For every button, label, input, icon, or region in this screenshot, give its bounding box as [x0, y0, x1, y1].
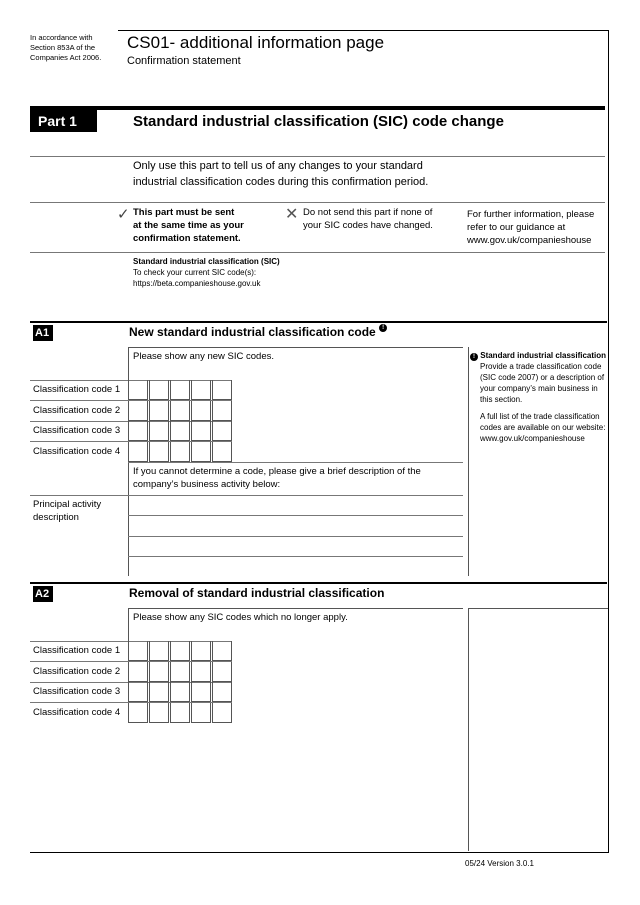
divider: [128, 536, 463, 537]
divider: [128, 515, 463, 516]
a1-instruction: Please show any new SIC codes.: [133, 351, 274, 362]
info-icon: !: [470, 353, 478, 361]
part1-rule: [30, 106, 605, 110]
a1-box-right: [468, 347, 469, 576]
digit-box[interactable]: [149, 662, 169, 682]
digit-box[interactable]: [191, 401, 211, 421]
a1-code-label-2: Classification code 2: [33, 405, 121, 416]
digit-box[interactable]: [128, 662, 148, 682]
a2-sidebar-top: [468, 608, 608, 609]
a1-title: [129, 324, 387, 340]
a1-code-label-4: Classification code 4: [33, 446, 121, 457]
digit-box[interactable]: [128, 641, 148, 661]
a2-box-right: [468, 608, 469, 851]
digit-box[interactable]: [149, 401, 169, 421]
frame-bottom: [30, 852, 609, 853]
digit-box[interactable]: [191, 703, 211, 723]
digit-box[interactable]: [128, 682, 148, 702]
digit-box[interactable]: [212, 401, 232, 421]
digit-box[interactable]: [212, 662, 232, 682]
digit-box[interactable]: [191, 380, 211, 400]
sidebar-title: [470, 350, 608, 361]
digit-box[interactable]: [128, 703, 148, 723]
legal-note-line: Companies Act 2006.: [30, 53, 102, 62]
digit-box[interactable]: [128, 401, 148, 421]
check-icon: ✓: [117, 206, 130, 223]
cross-icon: ✕: [285, 206, 299, 223]
intro-line: industrial classification codes during this confirmation period.: [133, 176, 429, 188]
sidebar-line: (SIC code 2007) or a description of: [480, 373, 605, 382]
cannot-determine-line: company’s business activity below:: [133, 479, 281, 490]
a2-box-left: [128, 608, 129, 641]
info-icon: !: [379, 324, 387, 332]
dont-note-line: Do not send this part if none of: [303, 207, 433, 218]
do-note-line: at the same time as your: [133, 220, 244, 231]
version-footer: 05/24 Version 3.0.1: [465, 859, 534, 868]
legal-note-line: Section 853A of the: [30, 43, 96, 52]
digit-box[interactable]: [170, 662, 190, 682]
principal-activity-line: Principal activity: [33, 499, 102, 510]
digit-box[interactable]: [128, 380, 148, 400]
frame-top: [118, 30, 609, 31]
sidebar-line: codes are available on our website:: [480, 423, 606, 432]
principal-activity-line: description: [33, 512, 79, 523]
sidebar-line: this section.: [480, 395, 523, 404]
a1-sidebar: [470, 350, 608, 444]
digit-box[interactable]: [128, 421, 148, 441]
digit-box[interactable]: [149, 421, 169, 441]
digit-box[interactable]: [212, 380, 232, 400]
a1-cannot-determine: [133, 465, 421, 491]
part1-title: Standard industrial classification (SIC) code change: [133, 113, 504, 130]
digit-box[interactable]: [212, 682, 232, 702]
digit-box[interactable]: [212, 641, 232, 661]
a1-code-label-3: Classification code 3: [33, 425, 121, 436]
digit-box[interactable]: [212, 421, 232, 441]
digit-box[interactable]: [170, 682, 190, 702]
digit-box[interactable]: [149, 641, 169, 661]
digit-box[interactable]: [170, 703, 190, 723]
divider: [30, 156, 605, 157]
digit-box[interactable]: [191, 641, 211, 661]
a1-label: A1: [33, 325, 53, 341]
info-line: For further information, please: [467, 209, 595, 220]
a2-label: A2: [33, 586, 53, 602]
digit-box[interactable]: [128, 442, 148, 462]
sic-check-info: [133, 256, 280, 289]
dont-note-line: your SIC codes have changed.: [303, 220, 433, 231]
digit-box[interactable]: [149, 682, 169, 702]
part1-intro: [133, 158, 428, 190]
sidebar-title-text: Standard industrial classification: [480, 351, 607, 360]
sidebar-line: your company’s main business in: [480, 384, 598, 393]
digit-box[interactable]: [170, 401, 190, 421]
dont-note: [303, 206, 433, 232]
info-line: refer to our guidance at: [467, 222, 566, 233]
form-title: CS01- additional information page: [127, 33, 385, 52]
a2-code-label-3: Classification code 3: [33, 686, 121, 697]
digit-box[interactable]: [191, 442, 211, 462]
a1-rule: [30, 321, 607, 323]
digit-box[interactable]: [170, 380, 190, 400]
digit-box[interactable]: [170, 641, 190, 661]
digit-box[interactable]: [212, 703, 232, 723]
digit-box[interactable]: [170, 442, 190, 462]
divider: [30, 202, 605, 203]
sidebar-line: www.gov.uk/companieshouse: [480, 434, 585, 443]
a2-box-top: [128, 608, 463, 609]
sidebar-line: A full list of the trade classification: [480, 412, 600, 421]
digit-box[interactable]: [170, 421, 190, 441]
do-note-line: confirmation statement.: [133, 233, 241, 244]
divider: [128, 462, 463, 463]
part1-label: Part 1: [30, 110, 97, 132]
a2-title: Removal of standard industrial classification: [129, 586, 385, 600]
a2-instruction: Please show any SIC codes which no longer apply.: [133, 612, 348, 623]
divider: [30, 252, 605, 253]
digit-box[interactable]: [191, 421, 211, 441]
a1-box-top: [128, 347, 463, 348]
a2-code-label-4: Classification code 4: [33, 707, 121, 718]
divider: [128, 556, 463, 557]
sic-heading: Standard industrial classification (SIC): [133, 257, 280, 266]
digit-box[interactable]: [149, 703, 169, 723]
digit-box[interactable]: [149, 442, 169, 462]
digit-box[interactable]: [212, 442, 232, 462]
a2-code-label-2: Classification code 2: [33, 666, 121, 677]
do-note-line: This part must be sent: [133, 207, 235, 218]
form-subtitle: Confirmation statement: [127, 55, 241, 67]
info-line: www.gov.uk/companieshouse: [467, 235, 592, 246]
cannot-determine-line: If you cannot determine a code, please give a brief description of the: [133, 466, 421, 477]
legal-note-line: In accordance with: [30, 33, 93, 42]
do-note: [133, 206, 244, 245]
sic-check-text: To check your current SIC code(s):: [133, 268, 257, 277]
frame-right: [608, 30, 609, 853]
digit-box[interactable]: [149, 380, 169, 400]
a1-title-text: New standard industrial classification code: [129, 325, 376, 339]
a1-code-label-1: Classification code 1: [33, 384, 121, 395]
a2-code-label-1: Classification code 1: [33, 645, 121, 656]
a2-rule: [30, 582, 607, 584]
intro-line: Only use this part to tell us of any changes to your standard: [133, 160, 423, 172]
sidebar-line: Provide a trade classification code: [480, 362, 602, 371]
digit-box[interactable]: [191, 682, 211, 702]
sic-url: https://beta.companieshouse.gov.uk: [133, 279, 261, 288]
principal-activity-label: [33, 498, 101, 524]
legal-note: [30, 33, 120, 63]
further-info: [467, 208, 594, 247]
digit-box[interactable]: [191, 662, 211, 682]
